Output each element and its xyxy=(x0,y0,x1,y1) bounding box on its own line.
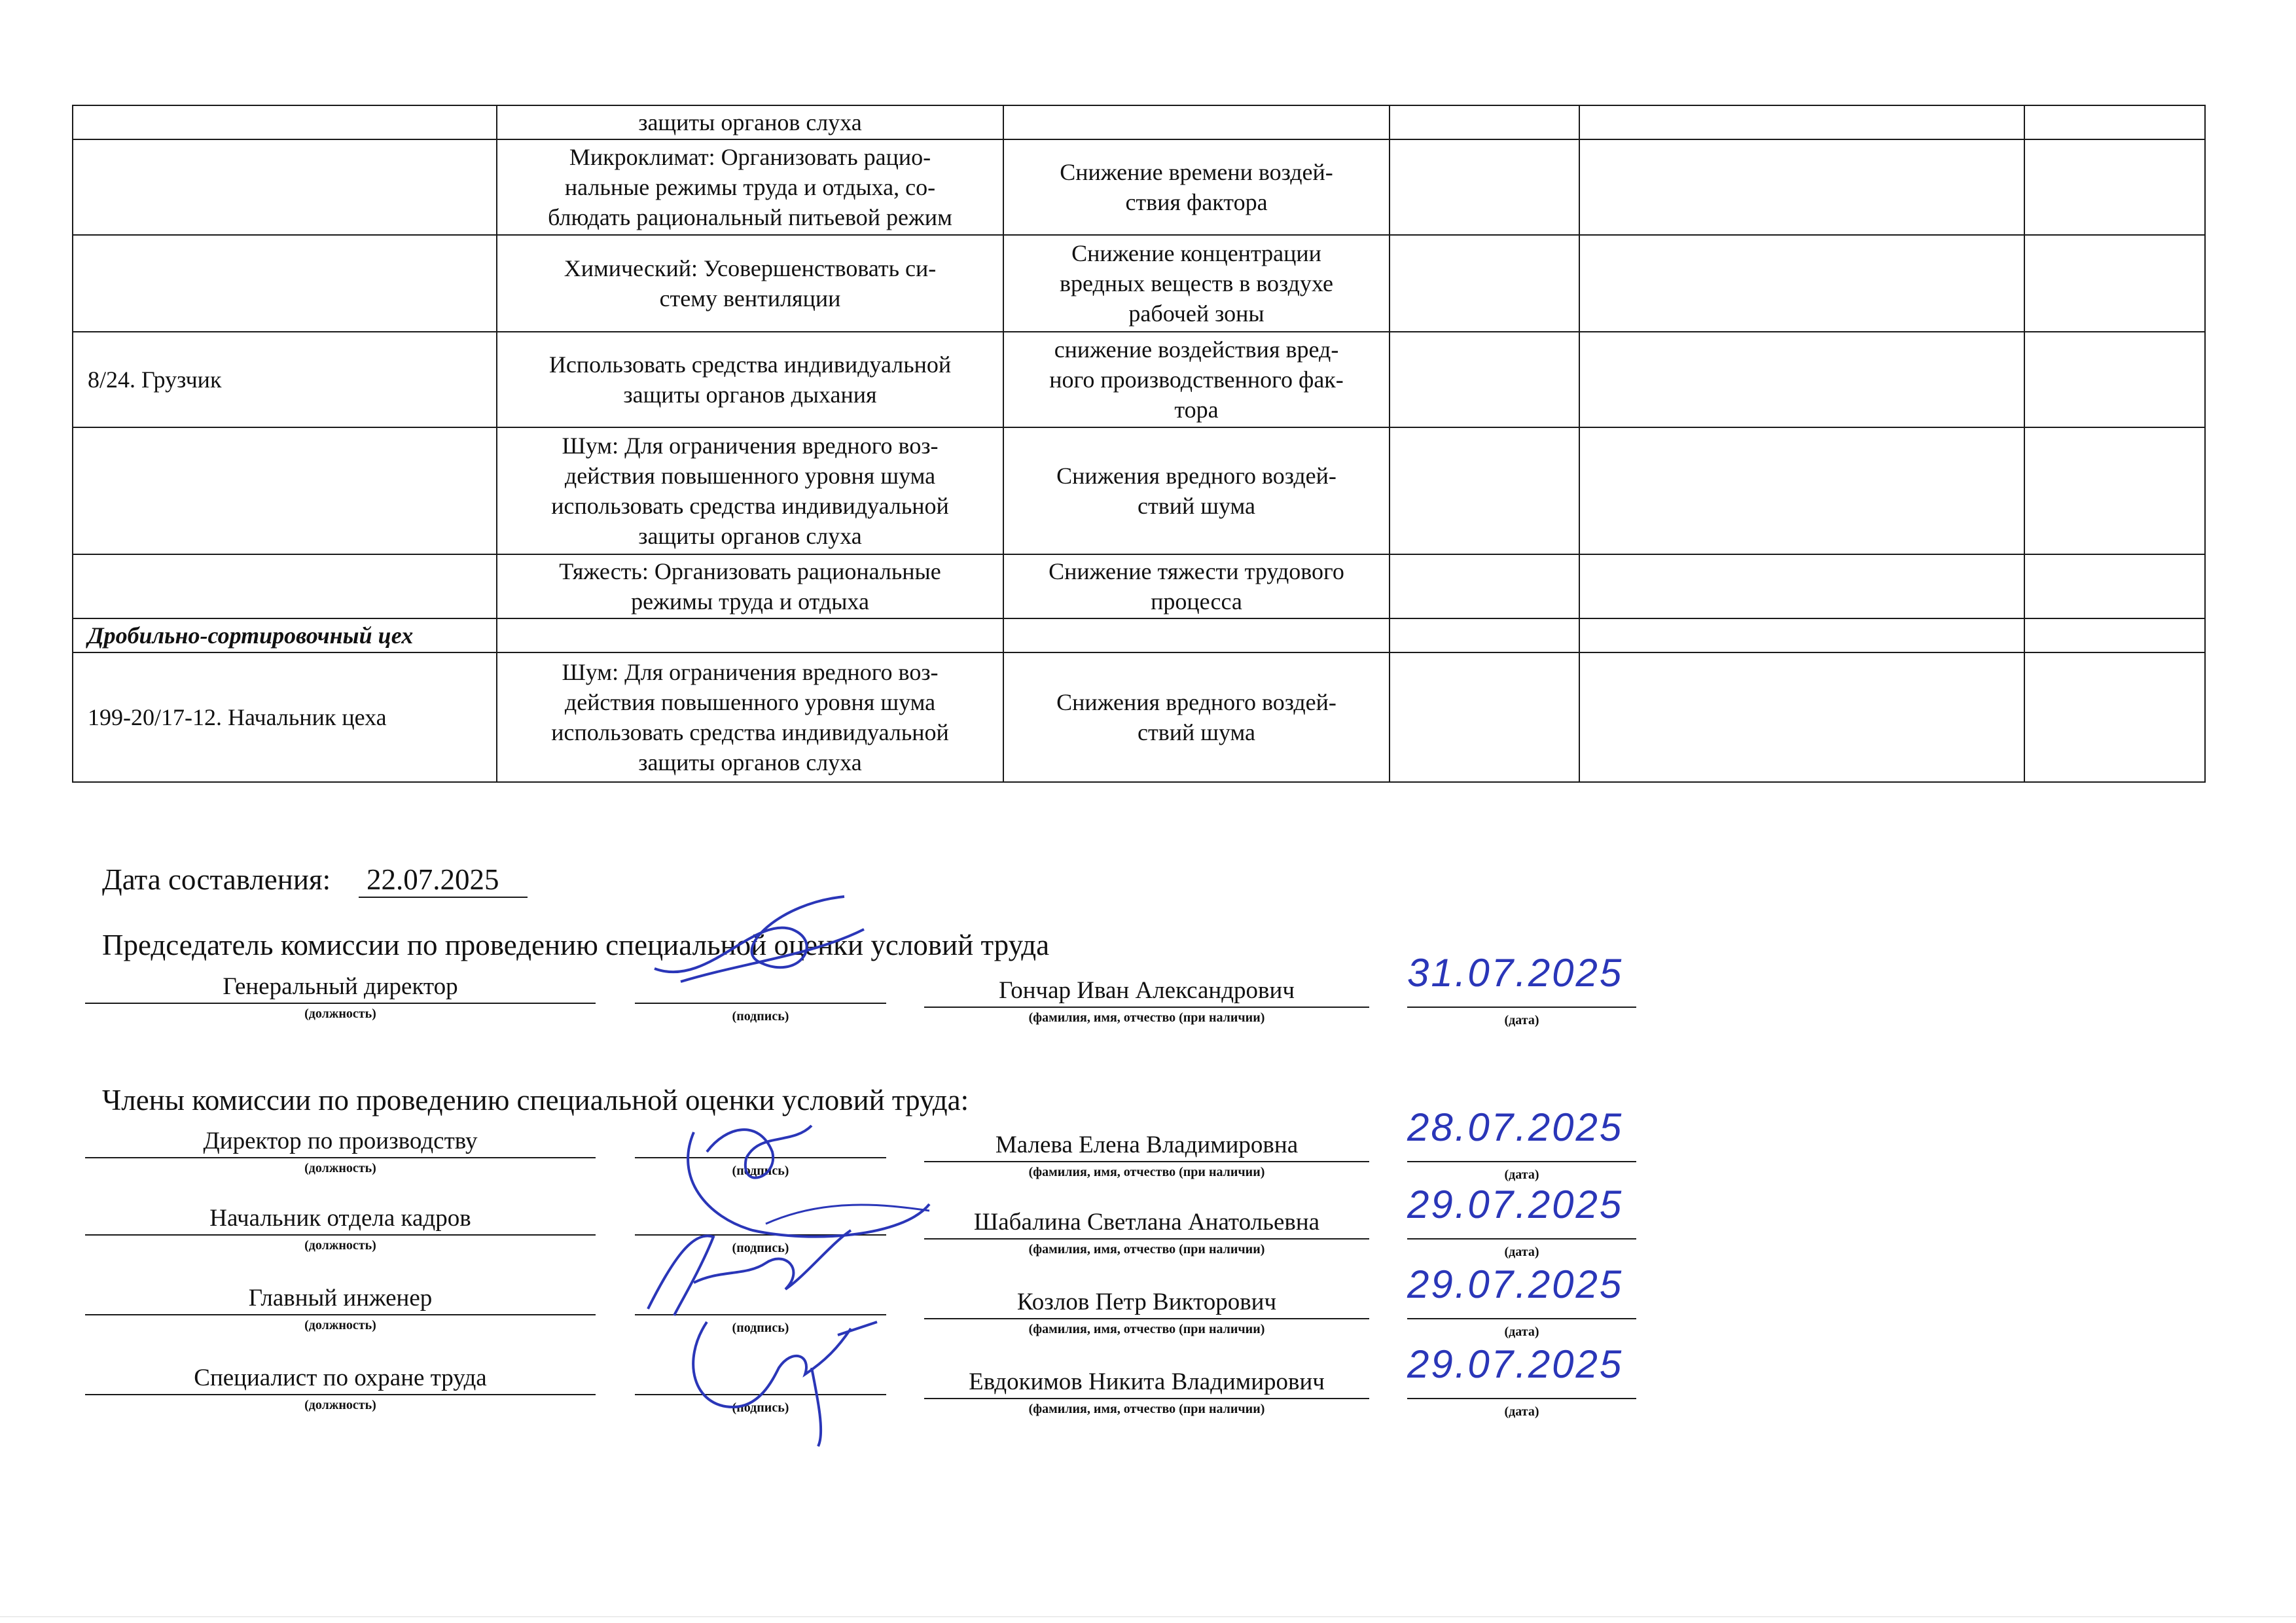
goal-cell xyxy=(1003,139,1390,235)
empty-cell xyxy=(1390,235,1579,332)
empty-cell xyxy=(2024,427,2205,554)
member-1-position-line xyxy=(85,1157,596,1158)
goal-cell xyxy=(1003,427,1390,554)
cell-line: Шум: Для ограничения вредного воз- xyxy=(562,659,939,685)
measure-cell xyxy=(497,235,1003,332)
workplace-cell xyxy=(73,105,497,139)
member-2-date: 29.07.2025 xyxy=(1407,1183,1624,1226)
empty-cell xyxy=(1390,139,1579,235)
cell-line: снижение воздействия вред- xyxy=(1054,336,1339,363)
member-3-name-line xyxy=(924,1318,1369,1319)
empty-cell xyxy=(2024,652,2205,782)
member-4-date-line xyxy=(1407,1398,1636,1399)
empty-cell xyxy=(2024,139,2205,235)
chair-date: 31.07.2025 xyxy=(1407,951,1624,995)
chair-name: Гончар Иван Александрович xyxy=(999,977,1295,1004)
date-caption: (дата) xyxy=(1504,1013,1539,1027)
fio-caption: (фамилия, имя, отчество (при наличии) xyxy=(1028,1165,1265,1179)
member-2-date-line xyxy=(1407,1238,1636,1240)
table-row xyxy=(73,105,2205,139)
cell-line: ствий шума xyxy=(1138,493,1255,519)
empty-cell xyxy=(1390,652,1579,782)
date-value: 22.07.2025 xyxy=(367,863,499,896)
cell-line: Снижение времени воздей- xyxy=(1060,159,1333,185)
member-4-position: Специалист по охране труда xyxy=(194,1364,487,1391)
measure-cell xyxy=(497,139,1003,235)
empty-cell xyxy=(1579,652,2024,782)
cell-line: Микроклимат: Организовать рацио- xyxy=(569,144,931,170)
cell-line: использовать средства индивидуальной xyxy=(551,719,949,745)
signature-caption: (подпись) xyxy=(732,1321,789,1335)
cell-line: Тяжесть: Организовать рациональные xyxy=(559,558,941,584)
table-row xyxy=(73,652,2205,782)
date-caption: (дата) xyxy=(1504,1245,1539,1259)
cell-line: защиты органов дыхания xyxy=(623,382,877,408)
cell-line: Шум: Для ограничения вредного воз- xyxy=(562,433,939,459)
workplace-cell: 199-20/17-12. Начальник цеха xyxy=(73,652,497,782)
empty-cell xyxy=(2024,332,2205,427)
empty-cell xyxy=(1390,332,1579,427)
empty-cell xyxy=(1390,105,1579,139)
table-row xyxy=(73,554,2205,618)
workplace-cell xyxy=(73,139,497,235)
cell-line: Снижения вредного воздей- xyxy=(1056,689,1336,715)
member-3-position: Главный инженер xyxy=(248,1285,433,1311)
empty-cell xyxy=(2024,105,2205,139)
empty-cell xyxy=(1579,105,2024,139)
cell-line: использовать средства индивидуальной xyxy=(551,493,949,519)
member-1-date-line xyxy=(1407,1161,1636,1162)
position-caption: (должность) xyxy=(304,1398,376,1412)
cell-line: процесса xyxy=(1151,588,1242,615)
cell-line: стему вентиляции xyxy=(659,285,841,312)
fio-caption: (фамилия, имя, отчество (при наличии) xyxy=(1028,1322,1265,1336)
cell-line: рабочей зоны xyxy=(1128,300,1265,327)
cell-line: вредных веществ в воздухе xyxy=(1059,270,1334,296)
cell-line: действия повышенного уровня шума xyxy=(564,689,936,715)
member-3-date-line xyxy=(1407,1318,1636,1319)
cell-line: режимы труда и отдыха xyxy=(631,588,869,615)
chair-heading: Председатель комиссии по проведению специальной оценки условий труда xyxy=(102,929,1050,961)
cell-line: действия повышенного уровня шума xyxy=(564,463,936,489)
cell-line: ного производственного фак- xyxy=(1049,366,1344,393)
table-row xyxy=(73,427,2205,554)
table-row xyxy=(73,139,2205,235)
member-2-position-line xyxy=(85,1234,596,1236)
measure-cell xyxy=(497,332,1003,427)
signature-caption: (подпись) xyxy=(732,1241,789,1255)
goal-cell xyxy=(1003,332,1390,427)
member-1-date: 28.07.2025 xyxy=(1407,1105,1624,1149)
empty-cell xyxy=(2024,618,2205,652)
goal-cell xyxy=(1003,105,1390,139)
chair-date-line xyxy=(1407,1007,1636,1008)
member-2-position: Начальник отдела кадров xyxy=(209,1205,471,1232)
fio-caption: (фамилия, имя, отчество (при наличии) xyxy=(1028,1402,1265,1416)
cell-line: тора xyxy=(1174,397,1219,423)
signature-caption: (подпись) xyxy=(732,1009,789,1024)
empty-cell xyxy=(2024,554,2205,618)
member-4-date: 29.07.2025 xyxy=(1407,1342,1624,1386)
table-row xyxy=(73,332,2205,427)
workplace-cell xyxy=(73,235,497,332)
goal-cell xyxy=(1003,554,1390,618)
member-3-date: 29.07.2025 xyxy=(1407,1262,1624,1306)
cell-line: Снижение концентрации xyxy=(1071,240,1321,266)
cell-line: защиты органов слуха xyxy=(638,749,862,776)
cell-line: нальные режимы труда и отдыха, со- xyxy=(564,174,936,200)
workplace-cell xyxy=(73,554,497,618)
empty-cell xyxy=(1579,427,2024,554)
empty-cell xyxy=(497,618,1003,652)
cell-line: защиты органов слуха xyxy=(638,109,862,135)
empty-cell xyxy=(1390,618,1579,652)
measure-cell xyxy=(497,652,1003,782)
empty-cell xyxy=(1390,427,1579,554)
empty-cell xyxy=(1579,139,2024,235)
member-1-name: Малева Елена Владимировна xyxy=(995,1132,1299,1158)
cell-line: ствий шума xyxy=(1138,719,1255,745)
signature-caption: (подпись) xyxy=(732,1164,789,1178)
members-heading: Члены комиссии по проведению специальной оценки условий труда: xyxy=(102,1084,969,1116)
date-caption: (дата) xyxy=(1504,1168,1539,1182)
date-caption: (дата) xyxy=(1504,1325,1539,1339)
goal-cell xyxy=(1003,652,1390,782)
date-underline xyxy=(359,897,528,898)
cell-line: защиты органов слуха xyxy=(638,523,862,549)
chair-position-line xyxy=(85,1003,596,1004)
member-2-name: Шабалина Светлана Анатольевна xyxy=(973,1209,1320,1236)
measure-cell xyxy=(497,427,1003,554)
measure-cell xyxy=(497,105,1003,139)
member-1-name-line xyxy=(924,1161,1369,1162)
chair-position: Генеральный директор xyxy=(223,973,458,1000)
goal-cell xyxy=(1003,235,1390,332)
chair-signature xyxy=(628,890,903,1008)
cell-line: Снижения вредного воздей- xyxy=(1056,463,1336,489)
workplace-cell xyxy=(73,427,497,554)
position-caption: (должность) xyxy=(304,1238,376,1253)
measure-cell xyxy=(497,554,1003,618)
cell-line: ствия фактора xyxy=(1125,189,1268,215)
empty-cell xyxy=(1579,332,2024,427)
member-4-name-line xyxy=(924,1398,1369,1399)
member-3-position-line xyxy=(85,1314,596,1315)
cell-line: Снижение тяжести трудового xyxy=(1049,558,1344,584)
member-4-name: Евдокимов Никита Владимирович xyxy=(969,1368,1325,1395)
empty-cell xyxy=(1579,554,2024,618)
member-3-name: Козлов Петр Викторович xyxy=(1016,1289,1277,1315)
page-edge xyxy=(0,1616,2296,1617)
empty-cell xyxy=(1003,618,1390,652)
empty-cell xyxy=(1579,235,2024,332)
chair-name-line xyxy=(924,1007,1369,1008)
member-4-signature xyxy=(681,1309,903,1453)
section-cell: Дробильно-сортировочный цех xyxy=(73,618,497,652)
scan-mark xyxy=(105,105,183,106)
fio-caption: (фамилия, имя, отчество (при наличии) xyxy=(1028,1242,1265,1257)
date-caption: (дата) xyxy=(1504,1404,1539,1419)
cell-line: Химический: Усовершенствовать си- xyxy=(564,255,937,281)
empty-cell xyxy=(1390,554,1579,618)
empty-cell xyxy=(1579,618,2024,652)
empty-cell xyxy=(2024,235,2205,332)
position-caption: (должность) xyxy=(304,1161,376,1175)
table-row xyxy=(73,618,2205,652)
date-label: Дата составления: xyxy=(102,863,331,896)
member-4-position-line xyxy=(85,1394,596,1395)
table-row xyxy=(73,235,2205,332)
member-2-name-line xyxy=(924,1238,1369,1240)
signature-caption: (подпись) xyxy=(732,1400,789,1415)
cell-line: Использовать средства индивидуальной xyxy=(548,351,952,378)
measures-table xyxy=(72,105,2206,783)
position-caption: (должность) xyxy=(304,1007,376,1021)
workplace-cell: 8/24. Грузчик xyxy=(73,332,497,427)
member-1-position: Директор по производству xyxy=(203,1128,478,1154)
fio-caption: (фамилия, имя, отчество (при наличии) xyxy=(1028,1010,1265,1025)
cell-line: блюдать рациональный питьевой режим xyxy=(548,204,952,230)
position-caption: (должность) xyxy=(304,1318,376,1332)
